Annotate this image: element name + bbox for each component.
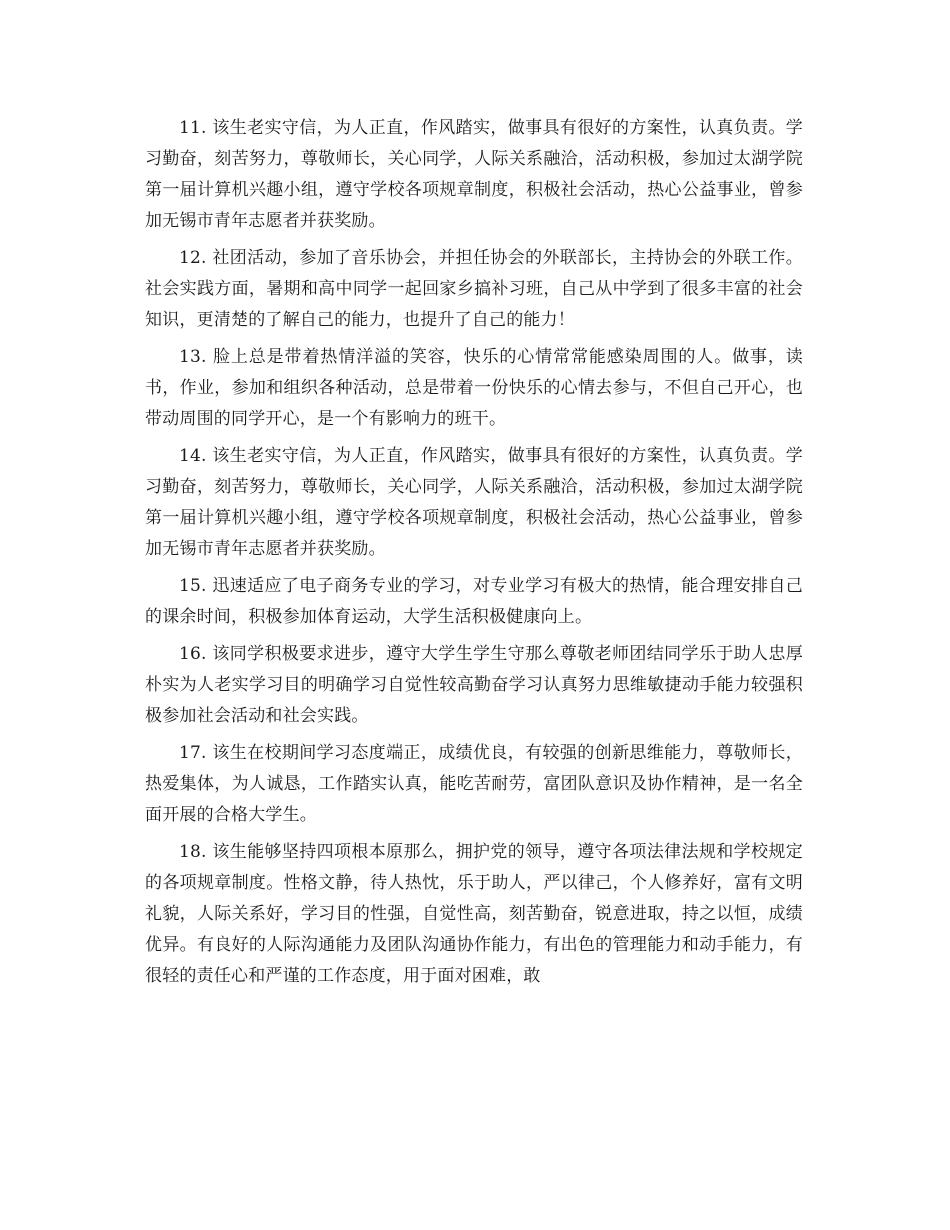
paragraph-15: 15. 迅速适应了电子商务专业的学习，对专业学习有极大的热情，能合理安排自己的课余时间，积极参加体育运动，大学生活积极健康向上。 (145, 576, 803, 627)
paragraph-17: 17. 该生在校期间学习态度端正，成绩优良，有较强的创新思维能力，尊敬师长，热爱集体，为人诚恳，工作踏实认真，能吃苦耐劳，富团队意识及协作精神，是一名全面开展的合格大学生。 (145, 743, 803, 825)
paragraph-12: 12. 社团活动，参加了音乐协会，并担任协会的外联部长，主持协会的外联工作。社会实践方面，暑期和高中同学一起回家乡搞补习班，自己从中学到了很多丰富的社会知识，更清楚的了解自己的能力，也提升了自己的能力！ (145, 248, 803, 330)
document-body (145, 113, 803, 998)
paragraph-14: 14. 该生老实守信，为人正直，作风踏实，做事具有很好的方案性，认真负责。学习勤奋，刻苦努力，尊敬师长，关心同学，人际关系融洽，活动积极，参加过太湖学院 第一届计算机兴趣小组，遵守学校各项规章制度，积极社会活动，热心公益事业，曾参加无锡市青年志愿者并获奖励。 (145, 446, 803, 559)
paragraph-18: 18. 该生能够坚持四项根本原那么，拥护党的领导，遵守各项法律法规和学校规定的各项规章制度。性格文静，待人热忱，乐于助人，严以律己，个人修养好，富有文明礼貌，人际关系好，学习目的性强，自觉性高，刻苦勤奋，锐意进取，持之以恒，成绩优异。有良好的人际沟通能力及团队沟通协作能力，有出色的管理能力和动手能力，有很轻的责任心和严谨的工作态度，用于面对困难，敢 (145, 842, 803, 986)
paragraph-13: 13. 脸上总是带着热情洋溢的笑容，快乐的心情常常能感染周围的人。做事，读书，作业，参加和组织各种活动，总是带着一份快乐的心情去参与，不但自己开心，也带动周围的同学开心，是一个有影响力的班干。 (145, 347, 803, 429)
paragraph-11: 11. 该生老实守信，为人正直，作风踏实，做事具有很好的方案性，认真负责。学习勤奋，刻苦努力，尊敬师长，关心同学，人际关系融洽，活动积极，参加过太湖学院第一届计算机兴趣小组，遵守学校各项规章制度，积极社会活动，热心公益事业，曾参加无锡市青年志愿者并获奖励。 (145, 118, 803, 231)
paragraph-16: 16. 该同学积极要求进步，遵守大学生学生守那么尊敬老师团结同学乐于助人忠厚朴实为人老实学习目的明确学习自觉性较高勤奋学习认真努力思维敏捷动手能力较强积极参加社会活动和社会实践。 (145, 644, 803, 726)
